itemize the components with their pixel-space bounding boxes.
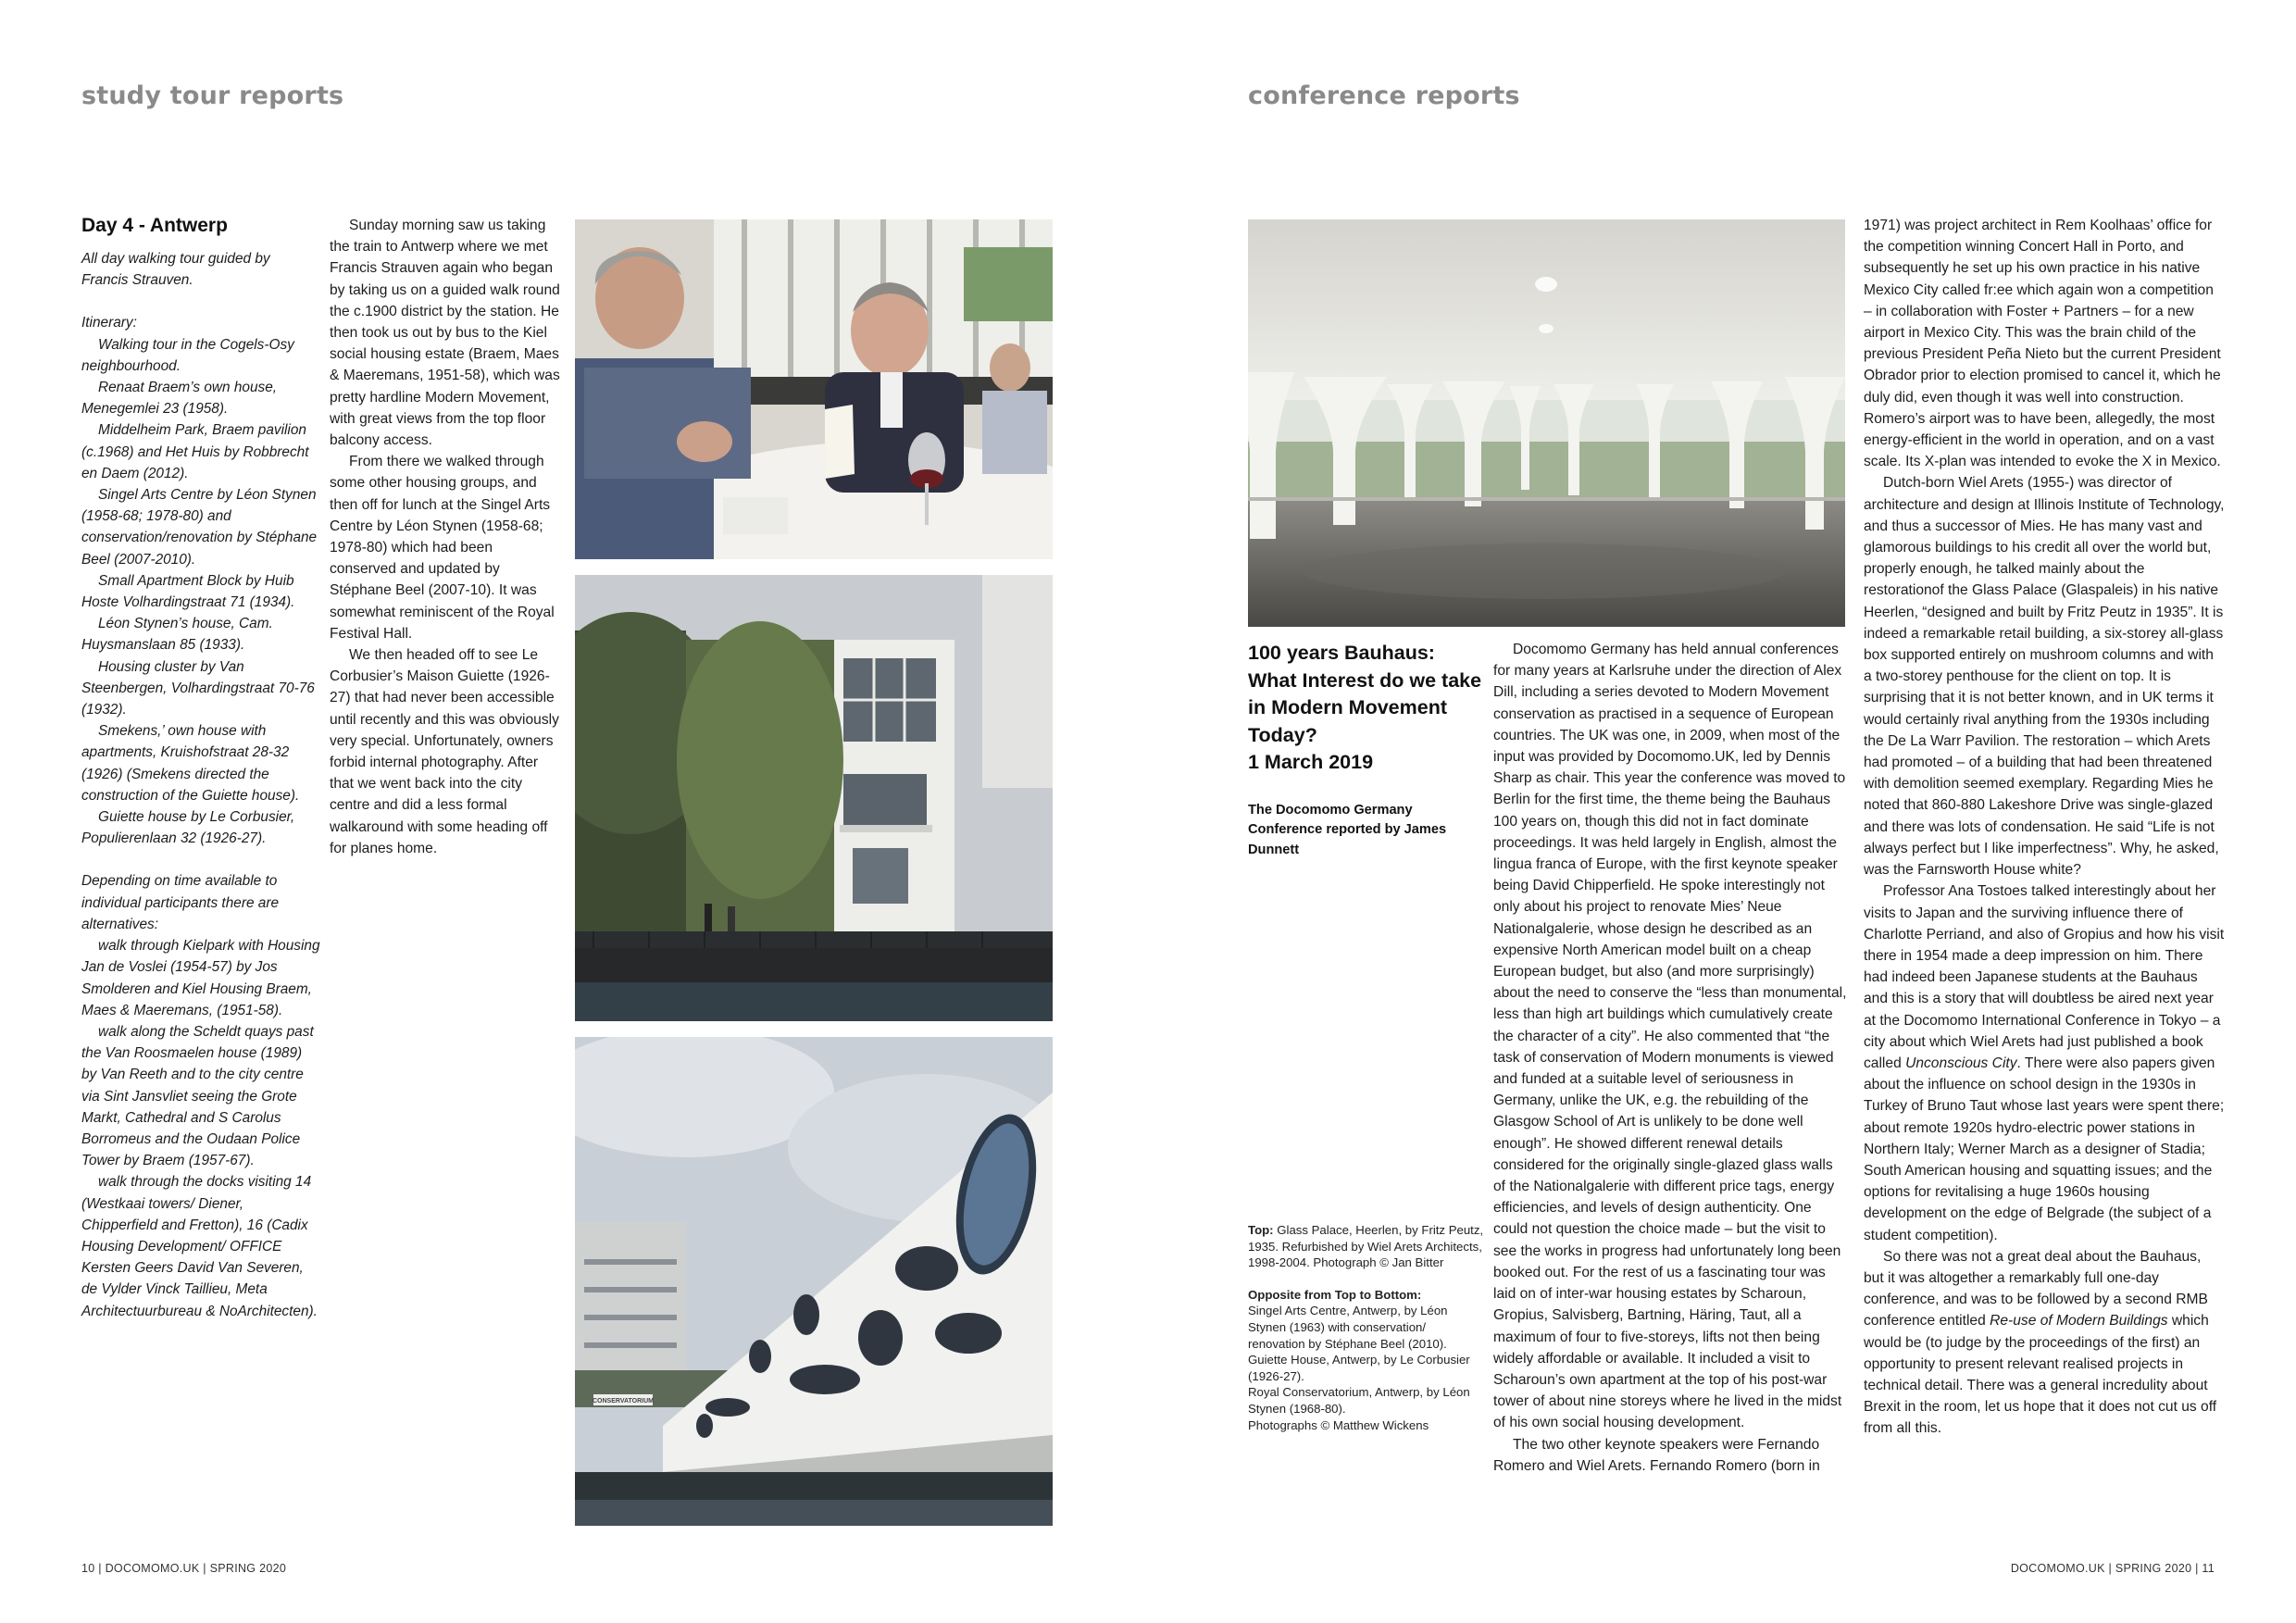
article-paragraph <box>1864 1246 2225 1440</box>
article-paragraph: 1971) was project architect in Rem Koolhaas’ office for the competition winning Concert Hall in Porto, and subsequently he set up his own practice in his native Mexico City called fr:ee which again won a competition – in collaboration with Foster + Partners – for a new airport in Mexico City. This was the brain child of the previous President Peña Nieto but the current President Obrador prior to election promised to cancel it, which he duly did, even though it was well into construction. Romero’s airport was to have been, allegedly, the most energy-efficient in the world in operation, and on a vast scale. Its X-plan was intended to evoke the X in Mexico. <box>1864 218 2221 470</box>
itinerary-label: Itinerary: <box>81 315 137 331</box>
right-section-header: conference reports <box>1248 81 1520 110</box>
narrative-column <box>330 215 561 859</box>
left-page-footer: 10 | DOCOMOMO.UK | SPRING 2020 <box>81 1562 287 1575</box>
right-page-footer: DOCOMOMO.UK | SPRING 2020 | 11 <box>2010 1562 2215 1575</box>
conservatorium-photo-drawing <box>575 1037 1053 1526</box>
caption-opposite-line: Photographs © Matthew Wickens <box>1248 1417 1429 1432</box>
caption-opposite-line: Royal Conservatorium, Antwerp, by Léon Stynen (1968-80). <box>1248 1385 1470 1416</box>
article-paragraph: Dutch-born Wiel Arets (1955-) was director of architecture and design at Illinois Institute of Technology, and thus a successor of Mies. He has many vast and glamorous buildings to his credit all over the world but, properly enough, he talked mainly about the restorationof the Glass Palace (Glaspaleis) in his native Heerlen, “designed and built by Fritz Peutz in 1935”. It is indeed a remarkable retail building, a six-storey all-glass box supported entirely on mushroom columns and with a two-storey penthouse for the client on top. It is surprising that it is not better known, and in UK terms it would certainly rival anything from the 1930s including the De La Warr Pavilion. The restoration – which Arets had promoted – of a building that had been threatened with demolition seemed exemplary. Regarding Mies he noted that 860-880 Lakeshore Drive was single-glazed and there was lots of condensation. He said “Life is not always perfect but I like imperfectness”. Why, he asked, was the Farnsworth House white? <box>1864 475 2225 879</box>
caption-top-text: Glass Palace, Heerlen, by Fritz Peutz, 1935. Refurbished by Wiel Arets Architects, 1998-2004. Photograph © Jan Bitter <box>1248 1223 1484 1270</box>
article-heading <box>1248 640 1489 860</box>
itinerary-column <box>81 215 320 1322</box>
caption-opposite-line: Guiette House, Antwerp, by Le Corbusier (1926-27). <box>1248 1353 1470 1383</box>
alternative-item: walk through Kielpark with Housing Jan de Voslei (1954-57) by Jos Smolderen and Kiel Housing Braem, Maes & Maeremans, (1951-58). <box>81 938 320 1018</box>
alternatives-intro: Depending on time available to individual participants there are alternatives: <box>81 873 280 932</box>
article-column-2 <box>1864 215 2225 1440</box>
itinerary-item: Walking tour in the Cogels-Osy neighbourhood. <box>81 336 294 374</box>
glass-palace-photo-drawing <box>1248 219 1845 627</box>
itinerary-item: Middelheim Park, Braem pavilion (c.1968) and Het Huis by Robbrecht en Daem (2012). <box>81 422 309 481</box>
conservatorium-sign: CONSERVATORIUM <box>593 1398 654 1405</box>
article-title: 100 years Bauhaus: What Interest do we take in Modern Movement Today? <box>1248 642 1482 746</box>
paragraph-text: Professor Ana Tostoes talked interestingly about her visits to Japan and the surviving influence there of Charlotte Perriand, and also of Gropius and how his visit there in 1954 made a deep impression on him. There had indeed been Japanese students at the Bauhaus and this is a story that will doubtless be aired next year at the Docomomo International Conference in Tokyo – a city about which Wiel Arets had just published a book called <box>1864 883 2225 1071</box>
caption-opposite-label: Opposite from Top to Bottom: <box>1248 1287 1422 1302</box>
photo-royal-conservatorium <box>575 1037 1053 1526</box>
caption-top-label: Top: <box>1248 1223 1274 1237</box>
photo-glass-palace <box>1248 219 1845 627</box>
paragraph-text: . There were also papers given about the influence on school design in the 1930s in Turkey of Bruno Taut whose last years were spent there; about remote 1920s hydro-electric power stations in Northern Italy; Werner March as a designer of Stadia; South American housing and squatting issues; and the options for revitalising a huge 1960s housing development on the edge of Belgrade (the subject of a student competition). <box>1864 1055 2225 1243</box>
photo-guiette-house <box>575 575 1053 1021</box>
photo-captions <box>1248 1222 1484 1433</box>
photo-singel-lunch <box>575 219 1053 559</box>
caption-opposite-line: Singel Arts Centre, Antwerp, by Léon Stynen (1963) with conservation/ renovation by Stéphane Beel (2010). <box>1248 1304 1448 1351</box>
left-section-header: study tour reports <box>81 81 344 110</box>
lunch-photo-drawing <box>575 219 1053 559</box>
guiette-photo-drawing <box>575 575 1053 1021</box>
alternative-item: walk through the docks visiting 14 (Westkaai towers/ Diener, Chipperfield and Fretton), 16 (Cadix Housing Development/ OFFICE Kersten Geers David Van Severen, de Vylder Vinck Taillieu, Meta Architectuurbureau & NoArchitecten). <box>81 1174 318 1319</box>
itinerary-item: Léon Stynen’s house, Cam. Huysmanslaan 85 (1933). <box>81 616 273 654</box>
paragraph-text: So there was not a great deal about the Bauhaus, but it was altogether a remarkably full one-day conference, and was to be followed by a second RMB conference entitled <box>1864 1248 2208 1330</box>
article-date: 1 March 2019 <box>1248 751 1374 773</box>
paragraph-text: which would be (to judge by the proceedings of the first) an opportunity to present relevant realised projects in technical detail. There was a general incredulity about Brexit in the room, let us hope that it does not cut us off from all this. <box>1864 1313 2217 1437</box>
narrative-paragraph: Sunday morning saw us taking the train to Antwerp where we met Francis Strauven again who began by taking us on a guided walk round the c.1900 district by the station. He then took us out by bus to the Kiel social housing estate (Braem, Maes & Maeremans, 1951-58), which was pretty hardline Modern Movement, with great views from the top floor balcony access. <box>330 218 560 449</box>
article-paragraph: The two other keynote speakers were Fernando Romero and Wiel Arets. Fernando Romero (born in <box>1493 1436 1820 1474</box>
itinerary-item: Smekens,’ own house with apartments, Kruishofstraat 28-32 (1926) (Smekens directed the construction of the Guiette house). <box>81 723 300 804</box>
article-byline: The Docomomo Germany Conference reported by James Dunnett <box>1248 802 1447 857</box>
article-paragraph: Docomomo Germany has held annual conferences for many years at Karlsruhe under the direction of Alex Dill, including a series devoted to Modern Movement conservation as practised in a sequence of European countries. The UK was one, in 2009, when most of the input was provided by Docomomo.UK, led by Dennis Sharp as chair. This year the conference was moved to Berlin for the first time, the theme being the Bauhaus 100 years on, though this did not in fact dominate proceedings. It was held largely in English, almost the lingua franca of Europe, with the first keynote speaker being David Chipperfield. He spoke interestingly not only about his project to renovate Mies’ Neue Nationalgalerie, whose design he described as an expensive North American model built on a cheap European budget, but also (and more surprisingly) about the need to conserve the “less than monumental, less than high art buildings which cumulatively create the character of a city”. He also commented that “the task of conservation of Modern monuments is viewed and funded at a suitable level of seriousness in Germany, unlike the UK, e.g. the rebuilding of the Glasgow School of Art is unlikely to be done well enough”. He showed different renewal details considered for the originally single-glazed glass walls of the Nationalgalerie with different price tags, energy efficiencies, and levels of design authenticity. One could not question the choice made – but the visit to see the works in progress had unfortunately long been booked out. For the rest of us a fascinating tour was laid on of inter-war housing estates by Scharoun, Gropius, Salvisberg, Bartning, Häring, Taut, all a maximum of four to five-storeys, lifts not then being widely affordable or available. It included a visit to Scharoun’s own apartment at the top of his post-war tower of about nine storeys where he lived in the midst of his own social housing development. <box>1493 642 1847 1431</box>
conference-title: Re-use of Modern Buildings <box>1990 1313 2168 1330</box>
itinerary-item: Housing cluster by Van Steenbergen, Volhardingstraat 70-76 (1932). <box>81 658 315 718</box>
narrative-paragraph: We then headed off to see Le Corbusier’s Maison Guiette (1926-27) that had never been accessible until recently and this was obviously very special. Unfortunately, owners forbid internal photography. After that we went back into the city centre and did a less formal walkaround with some heading off for planes home. <box>330 647 559 856</box>
book-title: Unconscious City <box>1905 1055 2017 1071</box>
itinerary-item: Guiette house by Le Corbusier, Populierenlaan 32 (1926-27). <box>81 809 295 847</box>
day-title: Day 4 - Antwerp <box>81 215 228 236</box>
itinerary-text <box>81 248 320 1322</box>
itinerary-item: Small Apartment Block by Huib Hoste Volhardingstraat 71 (1934). <box>81 572 295 611</box>
narrative-paragraph: From there we walked through some other housing groups, and then off for lunch at the Singel Arts Centre by Léon Stynen (1958-68; 1978-80) which had been conserved and updated by Stéphane Beel (2007-10). It was somewhat reminiscent of the Royal Festival Hall. <box>330 454 555 642</box>
itinerary-item: Renaat Braem’s own house, Menegemlei 23 (1958). <box>81 380 278 418</box>
article-paragraph <box>1864 880 2225 1245</box>
tour-intro: All day walking tour guided by Francis Strauven. <box>81 251 270 289</box>
alternative-item: walk along the Scheldt quays past the Van Roosmaelen house (1989) by Van Reeth and to the city centre via Sint Jansvliet seeing the Grote Markt, Cathedral and S Carolus Borromeus and the Oudaan Police Tower by Braem (1957-67). <box>81 1023 314 1169</box>
itinerary-item: Singel Arts Centre by Léon Stynen (1958-68; 1978-80) and conservation/renovation by Stéphane Beel (2007-2010). <box>81 487 318 568</box>
article-column-1 <box>1493 639 1847 1477</box>
